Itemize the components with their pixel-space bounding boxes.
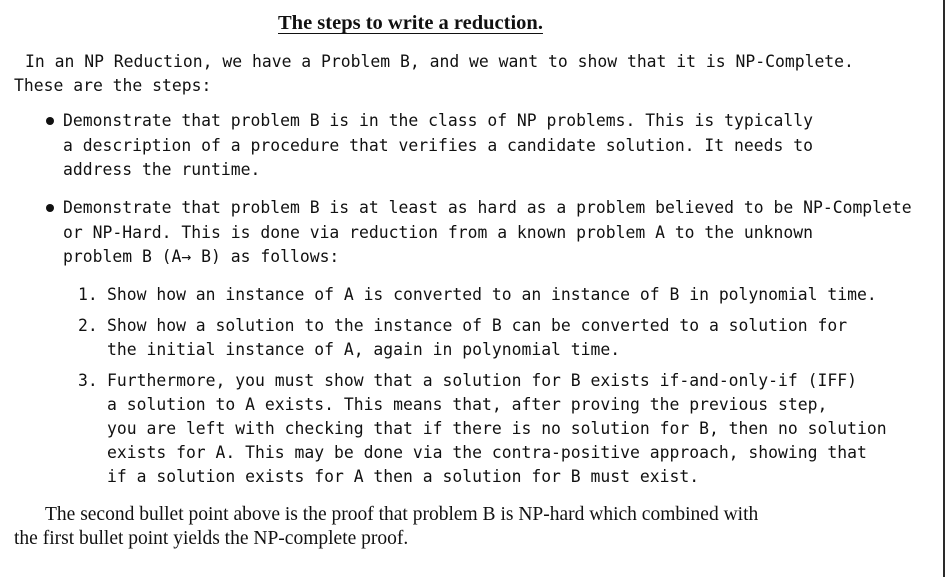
bullet-text-line: Demonstrate that problem B is at least as hard as a problem believed to be NP-Complete [63,198,912,217]
conclusion-line-1: The second bullet point above is the proof that problem B is NP-hard which combined with [45,504,759,525]
step-number: 2. [78,316,98,335]
step-text-line: if a solution exists for A then a solution for B must exist. [107,467,700,486]
intro-line-2: These are the steps: [14,76,212,95]
step-text-line: the initial instance of A, again in polynomial time. [107,340,621,359]
step-text-line: Show how a solution to the instance of B can be converted to a solution for [107,316,848,335]
step-text-line: exists for A. This may be done via the contra-positive approach, showing that [107,443,867,462]
step-text-line: a solution to A exists. This means that, after proving the previous step, [107,395,828,414]
step-text-line: Show how an instance of A is converted to an instance of B in polynomial time. [107,285,877,304]
bullet-text-line: or NP-Hard. This is done via reduction from a known problem A to the unknown [63,223,813,242]
step-text-line: you are left with checking that if there is no solution for B, then no solution [107,419,887,438]
bullet-text-line: Demonstrate that problem B is in the class of NP problems. This is typically [63,111,813,130]
bullet-dot-icon [46,117,54,125]
bullet-text-line: problem B (A→ B) as follows: [63,247,340,266]
bullet-text-line: a description of a procedure that verifies a candidate solution. It needs to [63,136,813,155]
step-number: 3. [78,371,98,390]
bullet-text-line: address the runtime. [63,160,261,179]
step-number: 1. [78,285,98,304]
page-title: The steps to write a reduction. [278,12,543,34]
intro-line-1: In an NP Reduction, we have a Problem B, and we want to show that it is NP-Complete. [25,52,854,71]
conclusion-line-2: the first bullet point yields the NP-complete proof. [14,528,409,549]
step-text-line: Furthermore, you must show that a solution for B exists if-and-only-if (IFF) [107,371,857,390]
bullet-dot-icon [46,204,54,212]
